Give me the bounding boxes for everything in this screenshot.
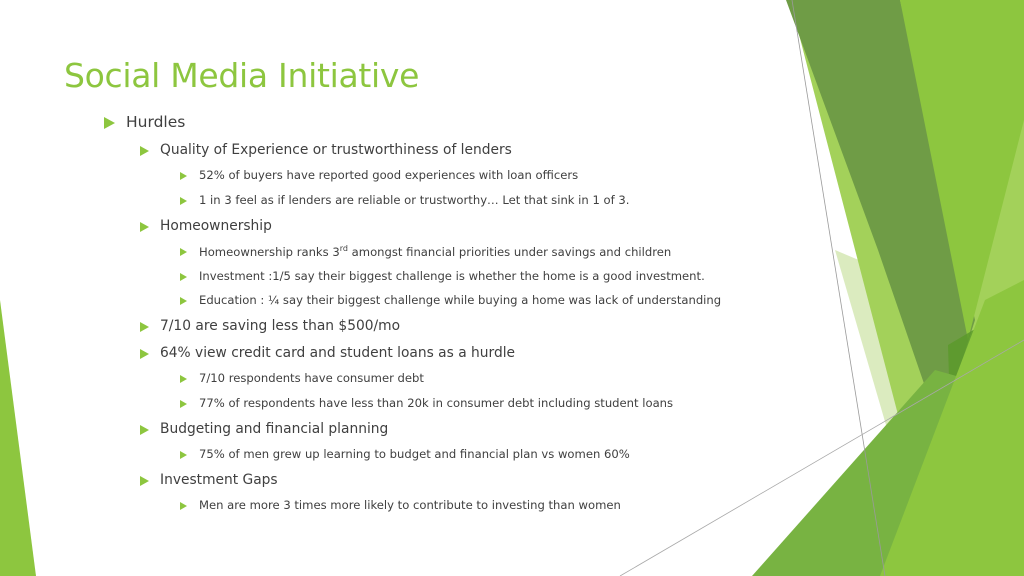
bullet-text: Investment Gaps <box>160 472 278 488</box>
triangle-right-icon <box>140 425 149 435</box>
triangle-right-icon <box>180 451 187 459</box>
triangle-right-icon <box>180 375 187 383</box>
bullet-text: 77% of respondents have less than 20k in consumer debt including student loans <box>199 396 674 410</box>
triangle-right-icon <box>180 248 187 256</box>
bullet-text: 64% view credit card and student loans as a hurdle <box>160 345 516 361</box>
left-green-sliver <box>0 300 36 576</box>
bullet-text: Education : ¼ say their biggest challenge while buying a home was lack of understanding <box>199 293 722 307</box>
triangle-right-icon <box>180 172 187 180</box>
triangle-right-icon <box>140 322 149 332</box>
bullet-text: Homeownership ranks 3rd amongst financial priorities under savings and children <box>199 244 672 259</box>
bullet-text: Investment :1/5 say their biggest challenge is whether the home is a good investment. <box>199 269 705 283</box>
triangle-right-icon <box>140 476 149 486</box>
triangle-right-icon <box>104 117 115 129</box>
bullet-text: 1 in 3 feel as if lenders are reliable or trustworthy… Let that sink in 1 of 3. <box>199 193 630 207</box>
triangle-right-icon <box>140 222 149 232</box>
triangle-right-icon <box>180 273 187 281</box>
triangle-right-icon <box>180 197 187 205</box>
bullet-text: 75% of men grew up learning to budget and financial plan vs women 60% <box>199 447 630 461</box>
triangle-right-icon <box>180 400 187 408</box>
bullet-text: Homeownership <box>160 218 272 234</box>
triangle-right-icon <box>140 349 149 359</box>
bullet-text: 7/10 respondents have consumer debt <box>199 371 424 385</box>
triangle-right-icon <box>140 146 149 156</box>
triangle-right-icon <box>180 297 187 305</box>
triangle-right-icon <box>180 502 187 510</box>
bullet-text: Budgeting and financial planning <box>160 421 389 437</box>
superscript-rd: rd <box>339 244 348 253</box>
bullet-text: Hurdles <box>126 113 186 131</box>
bullet-text: 52% of buyers have reported good experiences with loan officers <box>199 168 579 182</box>
slide-title: Social Media Initiative <box>64 56 420 95</box>
bullet-text: Men are more 3 times more likely to contribute to investing than women <box>199 498 621 512</box>
bullet-text: 7/10 are saving less than $500/mo <box>160 318 401 334</box>
bullet-text: Quality of Experience or trustworthiness of lenders <box>160 142 512 158</box>
